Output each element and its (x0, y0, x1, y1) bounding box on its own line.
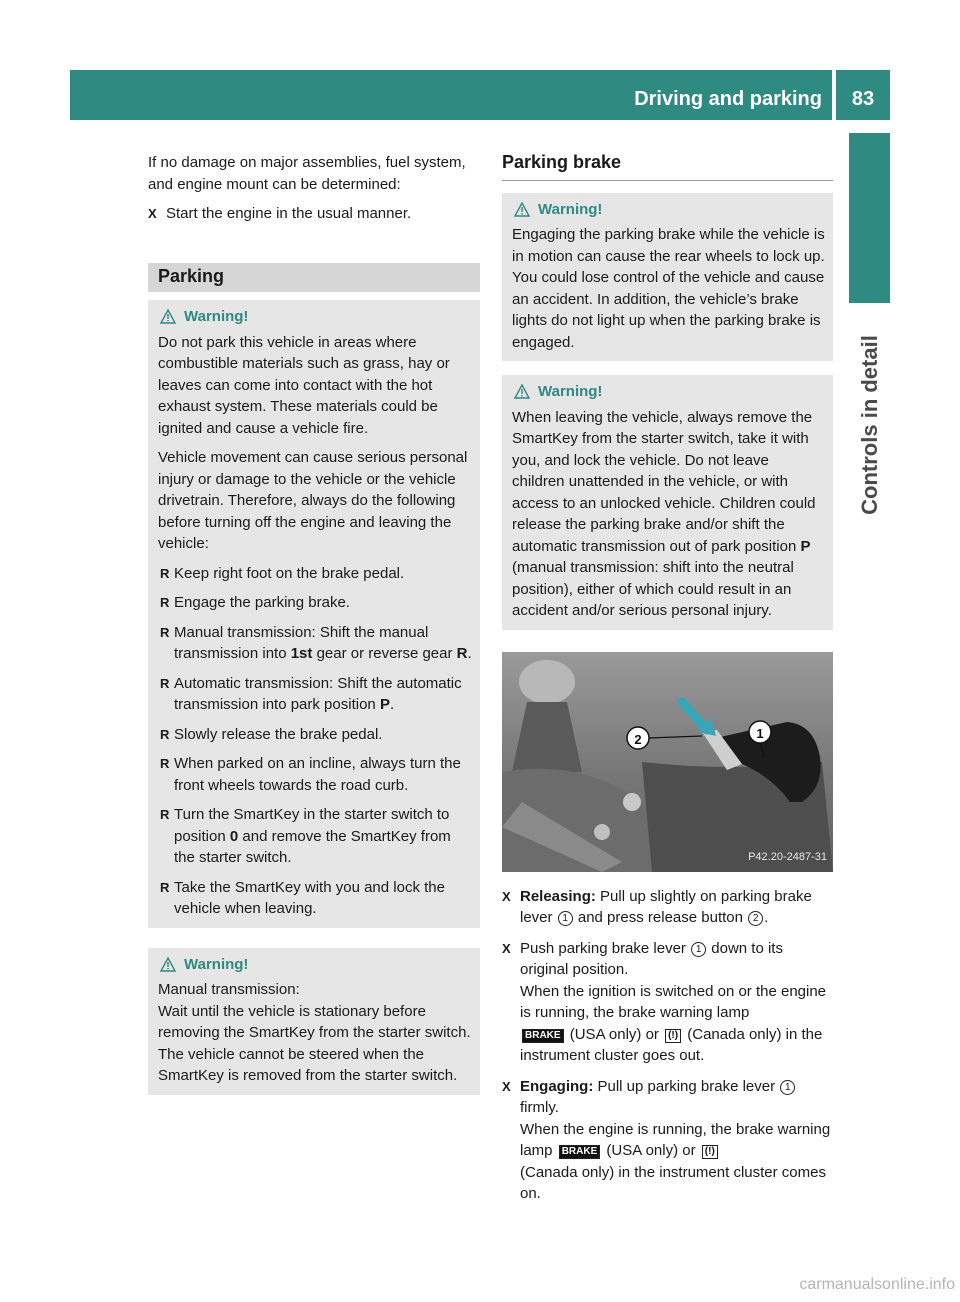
warning-triangle-icon (514, 384, 530, 399)
bullet-icon: R (160, 807, 170, 822)
watermark: carmanualsonline.info (799, 1276, 955, 1293)
list-item: R Automatic transmission: Shift the automatic transmission into park position P. (160, 674, 462, 713)
step-arrow-icon: X (502, 888, 511, 904)
warning-paragraph: When leaving the vehicle, always remove the SmartKey from the starter switch, take it with you, and lock the vehicle. Do not leave children unattended in the vehicle, or with access to an unlocked vehicle. Children could release the parking brake and/or shift the automatic transmission out of park position P (manual transmission: shift into the neutral position), either of which could result in an accident and/or serious personal injury. (512, 408, 816, 619)
warning-heading: Warning! (158, 954, 472, 976)
chapter-title: Driving and parking (634, 88, 822, 110)
bullet-icon: R (160, 726, 170, 742)
left-column (148, 152, 480, 1095)
warning-box-engaging-in-motion (502, 193, 833, 362)
bullet-icon: R (160, 565, 170, 581)
warning-triangle-icon (514, 202, 530, 217)
bullet-icon: R (160, 624, 170, 640)
photo-code: P42.20-2487-31 (748, 851, 827, 863)
callout-1-label: 1 (756, 725, 764, 741)
list-item: R When parked on an incline, always turn the front wheels towards the road curb. (160, 755, 461, 794)
ref-1-icon: 1 (780, 1080, 795, 1095)
bullet-icon: R (160, 595, 170, 610)
list-item: R Engage the parking brake. (158, 592, 472, 614)
warning-paragraph: Wait until the vehicle is stationary before removing the SmartKey from the starter switch. The vehicle cannot be steered when the SmartKey is removed from the starter switch. (158, 1002, 471, 1084)
brake-lamp-icon: BRAKE (522, 1029, 564, 1043)
bullet-icon: R (160, 675, 170, 691)
bullet-icon: R (160, 879, 170, 895)
section-title-parking: Parking (148, 263, 480, 293)
side-tab-text: Controls in detail (856, 335, 882, 515)
warning-box-parking (148, 300, 480, 928)
section-title-parking-brake: Parking brake (502, 152, 833, 181)
list-item: R Manual transmission: Shift the manual transmission into 1st gear or reverse gear R. (160, 623, 472, 662)
canada-brake-lamp-icon: (!) (665, 1029, 681, 1043)
warning-paragraph: Do not park this vehicle in areas where combustible materials such as grass, hay or leaves can come into contact with the hot exhaust system. These materials could be ignited and cause a vehicle fire. (158, 333, 450, 437)
ref-2-icon: 2 (748, 911, 763, 926)
list-item: R Slowly release the brake pedal. (158, 724, 472, 746)
brake-lamp-icon: BRAKE (559, 1145, 601, 1159)
canada-brake-lamp-icon: (!) (702, 1145, 718, 1159)
step-engaging: X Engaging: Pull up parking brake lever 1 firmly. When the engine is running, the brake warning lamp BRAKE (USA only) or (!) (Canada only) in the instrument cluster comes on. (502, 1077, 831, 1202)
bullet-icon: R (160, 756, 170, 771)
parking-brake-illustration (502, 652, 833, 872)
list-item: R Take the SmartKey with you and lock the vehicle when leaving. (160, 878, 445, 917)
step-arrow-icon: X (502, 1078, 511, 1094)
step-releasing: X Releasing: Pull up slightly on parking brake lever 1 and press release button 2 . (502, 887, 812, 926)
step-arrow-icon: X (502, 940, 511, 956)
warning-heading: Warning! (512, 199, 825, 221)
intro-text: If no damage on major assemblies, fuel system, and engine mount can be determined: (148, 154, 466, 193)
warning-heading: Warning! (512, 381, 825, 403)
step-push-lever: X Push parking brake lever 1 down to its original position. When the ignition is switched on or the engine is running, the brake warning lamp BRAKE (USA only) or (!) (Canada only) in the instrument cluster goes out. (502, 939, 827, 1064)
warning-box-leaving-vehicle (502, 375, 833, 630)
warning-triangle-icon (160, 309, 176, 324)
header-bar (70, 70, 890, 120)
warning-paragraph: Vehicle movement can cause serious personal injury or damage to the vehicle or the vehicle drivetrain. Therefore, always do the following before turning off the engine and leaving the vehicle: (158, 449, 468, 552)
side-tab-label (849, 310, 890, 540)
page-number: 83 (851, 88, 875, 110)
step-start-engine: X Start the engine in the usual manner. (148, 203, 480, 225)
warning-box-manual-transmission (148, 948, 480, 1095)
ref-1-icon: 1 (558, 911, 573, 926)
warning-paragraph: Engaging the parking brake while the vehicle is in motion can cause the rear wheels to lock up. You could lose control of the vehicle and cause an accident. In addition, the vehicle’s brake lights do not light up when the parking brake is engaged. (512, 226, 825, 351)
right-column (502, 152, 833, 1214)
parking-brake-photo (502, 652, 833, 872)
ref-1-icon: 1 (691, 942, 706, 957)
step-arrow-icon: X (148, 206, 157, 221)
callout-2-label: 2 (634, 731, 642, 747)
warning-paragraph: Manual transmission: (158, 981, 300, 998)
list-item: R Keep right foot on the brake pedal. (158, 563, 472, 585)
warning-triangle-icon (160, 957, 176, 972)
side-tab-marker (849, 133, 890, 303)
warning-heading: Warning! (158, 306, 472, 328)
list-item: R Turn the SmartKey in the starter switch to position 0 and remove the SmartKey from the starter switch. (160, 806, 451, 866)
